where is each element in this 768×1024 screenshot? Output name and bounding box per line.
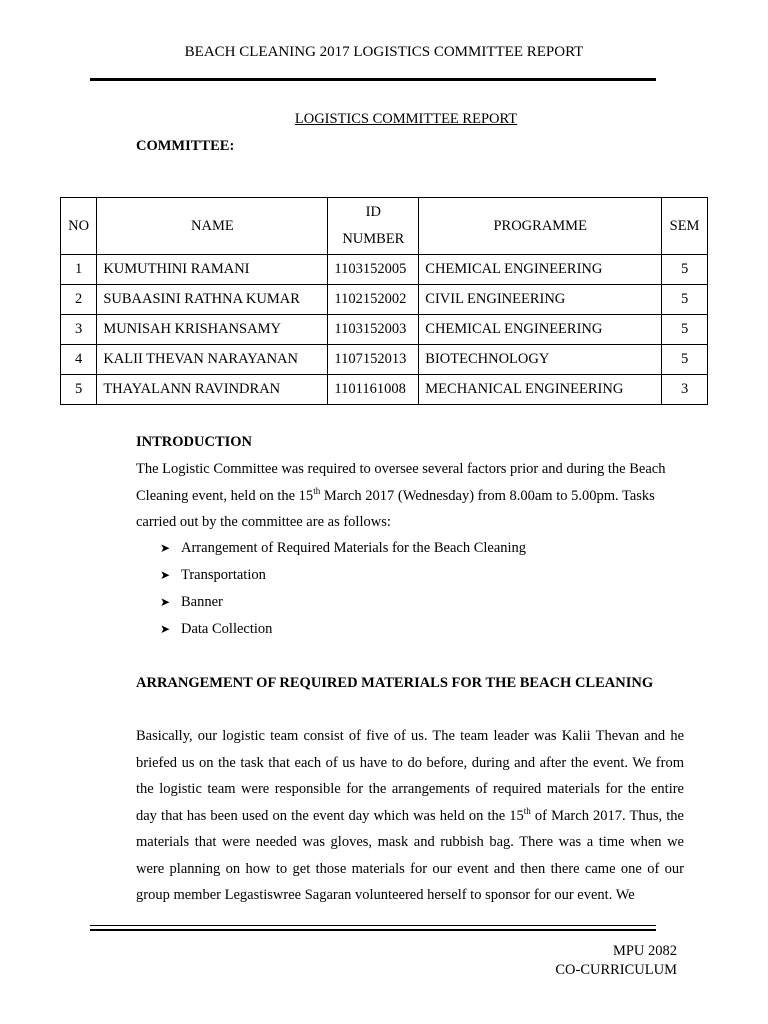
arrangement-paragraph xyxy=(136,723,684,909)
cell-id: 1103152005 xyxy=(328,255,419,285)
cell-sem: 5 xyxy=(662,285,708,315)
table-row xyxy=(61,285,708,315)
table-row xyxy=(61,315,708,345)
committee-table xyxy=(60,197,708,405)
list-item xyxy=(160,589,526,616)
footer-rule-thin xyxy=(90,925,656,926)
cell-no: 4 xyxy=(61,345,97,375)
arrow-bullet-icon: ➤ xyxy=(160,541,171,555)
footer-course-code xyxy=(555,942,677,980)
task-label: Transportation xyxy=(181,567,266,583)
footer-line2: CO-CURRICULUM xyxy=(555,962,677,978)
cell-no: 2 xyxy=(61,285,97,315)
table-header-row xyxy=(61,198,708,255)
report-title: LOGISTICS COMMITTEE REPORT xyxy=(294,111,518,127)
arrangement-text-part1: Basically, our logistic team consist of five of us. The team leader was Kalii Thevan and he briefed us on the task that each of us have to do before, during and after the event. We from the logistic team were responsible for the arrangements of required materials for the entire day that has been used on the event day which was held on the 15 xyxy=(136,728,684,824)
table-row xyxy=(61,375,708,405)
introduction-paragraph xyxy=(136,456,684,536)
cell-no: 3 xyxy=(61,315,97,345)
header-id xyxy=(328,198,419,255)
header-id-line2: NUMBER xyxy=(342,231,405,247)
arrow-bullet-icon: ➤ xyxy=(160,595,171,609)
list-item xyxy=(160,616,526,643)
cell-programme: CIVIL ENGINEERING xyxy=(419,285,662,315)
footer-line1: MPU 2082 xyxy=(612,943,677,959)
cell-programme: CHEMICAL ENGINEERING xyxy=(419,255,662,285)
header-no: NO xyxy=(61,198,97,255)
task-list xyxy=(160,535,526,643)
table-row xyxy=(61,255,708,285)
list-item xyxy=(160,562,526,589)
cell-id: 1102152002 xyxy=(328,285,419,315)
arrangement-superscript: th xyxy=(523,805,531,816)
cell-name: KALII THEVAN NARAYANAN xyxy=(97,345,328,375)
cell-name: SUBAASINI RATHNA KUMAR xyxy=(97,285,328,315)
cell-programme: CHEMICAL ENGINEERING xyxy=(419,315,662,345)
header-programme: PROGRAMME xyxy=(419,198,662,255)
task-label: Data Collection xyxy=(181,621,273,637)
cell-name: MUNISAH KRISHANSAMY xyxy=(97,315,328,345)
cell-programme: MECHANICAL ENGINEERING xyxy=(419,375,662,405)
arrangement-text-part2: of March 2017. Thus, the materials that were needed was gloves, mask and rubbish bag. There was a time when we were planning on how to get those materials for our event and then there came one of our group member Legastiswree Sagaran volunteered herself to sponsor for our event. We xyxy=(136,807,684,903)
arrangement-heading: ARRANGEMENT OF REQUIRED MATERIALS FOR THE BEACH CLEANING xyxy=(136,675,654,691)
cell-programme: BIOTECHNOLOGY xyxy=(419,345,662,375)
cell-name: KUMUTHINI RAMANI xyxy=(97,255,328,285)
cell-no: 5 xyxy=(61,375,97,405)
cell-sem: 3 xyxy=(662,375,708,405)
page-header-title: BEACH CLEANING 2017 LOGISTICS COMMITTEE REPORT xyxy=(184,44,584,60)
cell-id: 1107152013 xyxy=(328,345,419,375)
header-name: NAME xyxy=(97,198,328,255)
cell-name: THAYALANN RAVINDRAN xyxy=(97,375,328,405)
introduction-text-part1: The Logistic Committee was required to oversee several factors prior and during the Beach Cleaning event, held on the 15 xyxy=(136,461,666,504)
cell-sem: 5 xyxy=(662,315,708,345)
header-sem: SEM xyxy=(662,198,708,255)
cell-id: 1101161008 xyxy=(328,375,419,405)
arrow-bullet-icon: ➤ xyxy=(160,622,171,636)
table-row xyxy=(61,345,708,375)
footer-rule-thick xyxy=(90,929,656,931)
header-rule xyxy=(90,78,656,81)
task-label: Arrangement of Required Materials for the Beach Cleaning xyxy=(181,540,527,556)
introduction-heading: INTRODUCTION xyxy=(136,434,253,450)
list-item xyxy=(160,535,526,562)
cell-sem: 5 xyxy=(662,345,708,375)
header-id-line1: ID xyxy=(365,204,381,220)
arrow-bullet-icon: ➤ xyxy=(160,568,171,582)
task-label: Banner xyxy=(181,594,223,610)
cell-no: 1 xyxy=(61,255,97,285)
introduction-text-part2: March 2017 (Wednesday) from 8.00am to 5.00pm. Tasks carried out by the committee are as follows: xyxy=(136,487,655,530)
cell-sem: 5 xyxy=(662,255,708,285)
introduction-superscript: th xyxy=(313,485,321,496)
cell-id: 1103152003 xyxy=(328,315,419,345)
committee-label: COMMITTEE: xyxy=(136,138,235,154)
